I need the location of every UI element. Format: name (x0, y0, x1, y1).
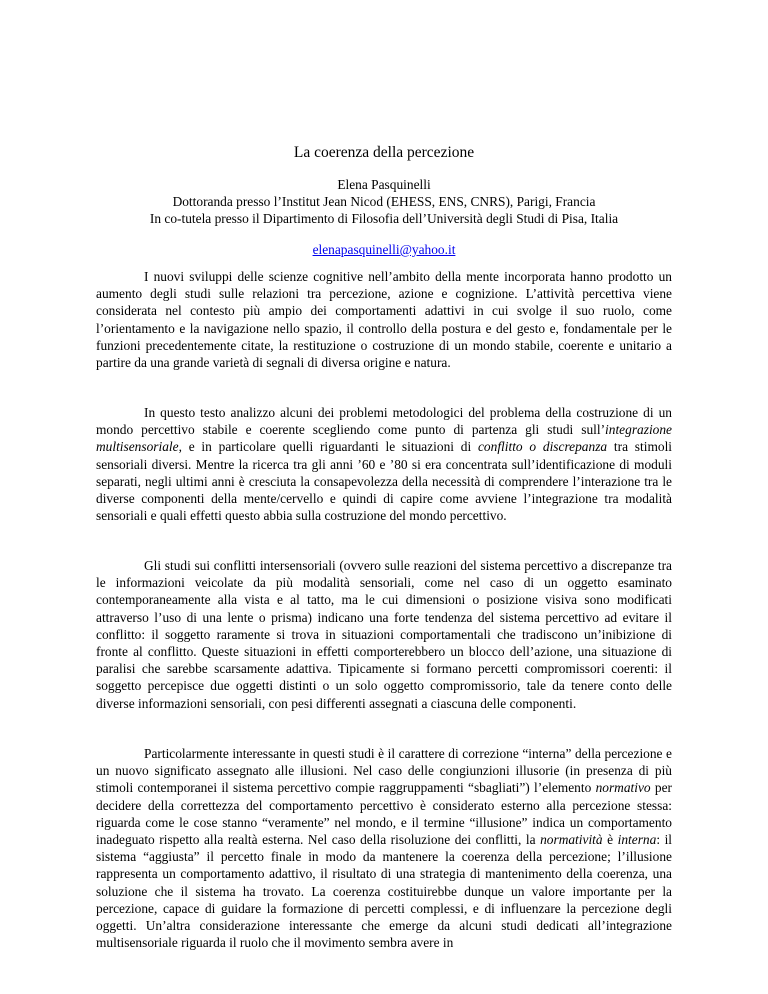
paragraph-4-emphasis-normativita: normatività (540, 832, 603, 848)
email-line (96, 242, 672, 258)
paragraph-3: Gli studi sui conflitti intersensoriali (ovvero sulle reazioni del sistema percettivo a discrepanze tra le informazioni veicolate da più modalità sensoriali, come nel caso di un oggetto esaminato contemporaneamente alla vista e al tatto, ma le cui dimensioni o posizione visiva sono modificati attraverso l’uso di una lente o prisma) indicano una forte tendenza del sistema percettivo ad evitare il conflitto: il soggetto raramente si trova in situazioni comportamentali che tradiscono un’inibizione di fronte al conflitto. Queste situazioni in effetti comporterebbero un blocco dell’azione, una situazione di paralisi che sarebbe scarsamente adattiva. Tipicamente si formano percetti compromissori coerenti: il soggetto percepisce due oggetti distinti o un solo oggetto compromissorio, tale da tenere conto delle diverse informazioni sensoriali, con pesi differenti assegnati a ciascuna delle componenti. (96, 558, 672, 711)
email-link[interactable]: elenapasquinelli@yahoo.it (312, 242, 456, 257)
affiliation-line-1: Dottoranda presso l’Institut Jean Nicod (EHESS, ENS, CNRS), Parigi, Francia (172, 194, 596, 209)
paragraph-4-text-e: è (602, 832, 618, 848)
page-title: La coerenza della percezione (293, 144, 475, 161)
paragraph-4-text-g: : il sistema “aggiusta” il percetto finale in modo da mantenere la coerenza della percezione; l’illusione rappresenta un comportamento adattivo, il risultato di una strategia di mantenimento della coerenza, una soluzione che il sistema ha trovato. La coerenza costituirebbe dunque un valore importante per la percezione, capace di guidare la formazione di percetti complessi, e di influenzare la percezione degli oggetti. Un’altra considerazione interessante che emerge da alcuni studi dedicati all’integrazione multisensoriale riguarda il ruolo che il movimento sembra avere in (96, 832, 673, 951)
paragraph-2-text-c: , e in particolare quelli riguardanti le situazioni di (178, 439, 478, 455)
paragraph-2-text-a: In questo testo analizzo alcuni dei problemi metodologici del problema della costruzione di un mondo percettivo stabile e coerente scegliendo come punto di partenza gli studi sull’ (96, 405, 672, 438)
paragraph-2-text-e: tra stimoli sensoriali diversi. Mentre la ricerca tra gli anni ’60 e ’80 si era concentrata sull’identificazione di moduli separati, negli ultimi anni è cresciuta la consapevolezza della necessità di comprendere l’interazione tra le diverse componenti della mente/cervello e quindi di capire come avviene l’integrazione tra modalità sensoriali e quali effetti questo abbia sulla costruzione del mondo percettivo. (96, 439, 673, 524)
paragraph-1: I nuovi sviluppi delle scienze cognitive nell’ambito della mente incorporata hanno prodotto un aumento degli studi sulle relazioni tra percezione, azione e cognizione. L’attività percettiva viene considerata nel contesto più ampio dei comportamenti adattivi in cui svolge il suo ruolo, come l’orientamento e la navigazione nello spazio, il controllo della postura e del gesto e, fondamentale per le funzioni precedentemente citate, la restituzione o costruzione di un mondo stabile, coerente e unitario a partire da una grande varietà di segnali di diversa origine e natura. (96, 269, 672, 371)
affiliation-line-2: In co-tutela presso il Dipartimento di Filosofia dell’Università degli Studi di Pisa, Italia (149, 211, 619, 226)
paragraph-4 (96, 745, 672, 951)
author-name: Elena Pasquinelli (337, 177, 431, 192)
paragraph-4-text-a: Particolarmente interessante in questi studi è il carattere di correzione “interna” della percezione e un nuovo significato assegnato alle illusioni. Nel caso delle congiunzioni illusorie (in presenza di più stimoli contemporanei il sistema percettivo compie raggruppamenti “sbagliati”) l’elemento (96, 746, 672, 796)
author-block (84, 176, 684, 227)
paragraph-2-emphasis-conflitto: conflitto o discrepanza (477, 439, 608, 455)
paragraph-4-emphasis-normativo: normativo (595, 780, 651, 796)
paragraph-4-text-c: per decidere della correttezza del comportamento percettivo è considerato esterno alla percezione stessa: riguarda come le cose stanno “veramente” nel mondo, e il termine “illusione” indica un comportamento inadeguato rispetto alla realtà esterna. Nel caso della risoluzione dei conflitti, la (96, 780, 672, 848)
paragraph-4-emphasis-interna: interna (617, 832, 657, 848)
paragraph-2-emphasis-integrazione: integrazione multisensoriale (96, 422, 672, 455)
paragraph-2 (96, 404, 672, 524)
